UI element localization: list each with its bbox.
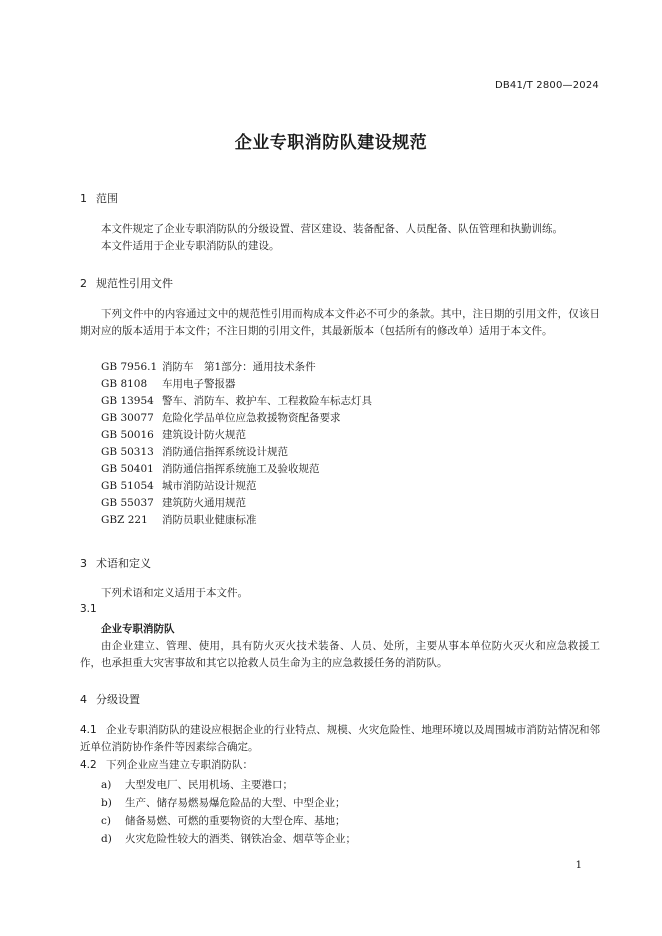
- reference-name: 建筑防火通用规范: [162, 497, 246, 509]
- reference-name: 警车、消防车、救护车、工程救险车标志灯具: [162, 395, 372, 407]
- section-title: 分级设置: [96, 693, 140, 706]
- reference-code: GB 30077: [101, 412, 154, 424]
- list-marker: d): [101, 833, 112, 845]
- reference-name: 消防通信指挥系统施工及验收规范: [162, 463, 320, 475]
- reference-code: GB 50401: [101, 463, 154, 475]
- reference-code: GB 13954: [101, 395, 154, 407]
- reference-name: 消防员职业健康标准: [162, 514, 257, 526]
- reference-code: GBZ 221: [101, 514, 148, 526]
- list-text: 大型发电厂、民用机场、主要港口；: [125, 779, 293, 791]
- list-marker: a): [101, 779, 112, 791]
- term-number: 3.1: [80, 603, 97, 615]
- references-intro: 下列文件中的内容通过文中的规范性引用而构成本文件必不可少的条款。其中，注日期的引用文件，仅该日期对应的版本适用于本文件；不注日期的引用文件，其最新版本（包括所有的修改单）适用于本文件。: [80, 308, 600, 337]
- list-item: [101, 813, 346, 828]
- document-title: 企业专职消防队建设规范: [234, 133, 428, 153]
- section-4-heading: [80, 691, 140, 707]
- reference-item: [101, 410, 341, 425]
- reference-item: [101, 376, 236, 391]
- standard-code: DB41/T 2800—2024: [494, 80, 599, 91]
- section-title: 范围: [96, 192, 118, 205]
- page-number: 1: [575, 860, 582, 871]
- reference-item: [101, 478, 257, 493]
- reference-code: GB 50016: [101, 429, 154, 441]
- list-item: [101, 777, 293, 792]
- clause-4-1: [80, 722, 600, 756]
- terms-intro: 下列术语和定义适用于本文件。: [101, 587, 248, 599]
- list-text: 火灾危险性较大的酒类、钢铁冶金、烟草等企业；: [125, 833, 356, 845]
- list-text: 储备易燃、可燃的重要物资的大型仓库、基地；: [125, 815, 346, 827]
- reference-code: GB 8108: [101, 378, 148, 390]
- section-title: 术语和定义: [96, 557, 151, 570]
- section-number: 2: [80, 277, 87, 290]
- clause-4-2: [80, 757, 600, 774]
- reference-code: GB 51054: [101, 480, 154, 492]
- section-number: 4: [80, 693, 87, 706]
- list-marker: c): [101, 815, 111, 827]
- scope-paragraph-1: 本文件规定了企业专职消防队的分级设置、营区建设、装备配备、人员配备、队伍管理和执勤训练。: [101, 223, 563, 235]
- reference-name: 消防通信指挥系统设计规范: [162, 446, 288, 458]
- reference-name: 城市消防站设计规范: [162, 480, 257, 492]
- scope-paragraph-2: 本文件适用于企业专职消防队的建设。: [101, 240, 280, 252]
- reference-name: 消防车 第1部分：通用技术条件: [162, 361, 316, 373]
- reference-item: [101, 461, 320, 476]
- term-definition: 由企业建立、管理、使用，具有防火灭火技术装备、人员、处所，主要从事本单位防火灭火和应急救援工作，也承担重大灾害事故和其它以抢救人员生命为主的应急救援任务的消防队。: [80, 640, 600, 669]
- reference-item: [101, 359, 316, 374]
- list-item: [101, 831, 356, 846]
- reference-code: GB 55037: [101, 497, 154, 509]
- reference-item: [101, 427, 246, 442]
- reference-item: [101, 393, 372, 408]
- clause-text: 企业专职消防队的建设应根据企业的行业特点、规模、火灾危险性、地理环境以及周围城市消防站情况和邻近单位消防协作条件等因素综合确定。: [80, 724, 600, 753]
- reference-item: [101, 512, 257, 527]
- list-item: [101, 795, 346, 810]
- reference-name: 建筑设计防火规范: [162, 429, 246, 441]
- list-marker: b): [101, 797, 112, 809]
- reference-code: GB 50313: [101, 446, 154, 458]
- reference-item: [101, 444, 288, 459]
- clause-number: 4.2: [80, 759, 97, 771]
- list-text: 生产、储存易燃易爆危险品的大型、中型企业；: [125, 797, 346, 809]
- reference-name: 车用电子警报器: [162, 378, 236, 390]
- clause-text: 下列企业应当建立专职消防队：: [106, 759, 253, 771]
- term-name: 企业专职消防队: [101, 623, 175, 635]
- reference-item: [101, 495, 246, 510]
- clause-number: 4.1: [80, 724, 97, 736]
- section-2-heading: [80, 275, 173, 291]
- reference-code: GB 7956.1: [101, 361, 158, 373]
- section-number: 3: [80, 557, 87, 570]
- section-1-heading: [80, 190, 118, 206]
- section-number: 1: [80, 192, 87, 205]
- reference-name: 危险化学品单位应急救援物资配备要求: [162, 412, 341, 424]
- section-3-heading: [80, 555, 151, 571]
- section-title: 规范性引用文件: [96, 277, 173, 290]
